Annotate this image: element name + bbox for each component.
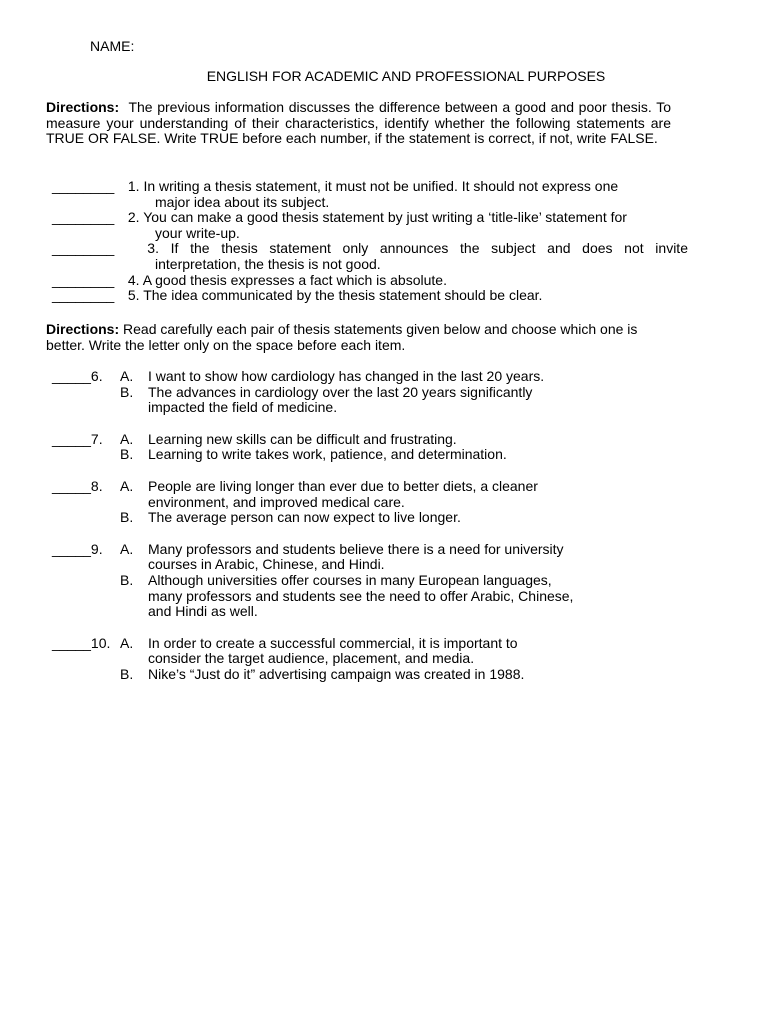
directions-part2: [46, 322, 678, 353]
directions-text: The previous information discusses the difference between a good and poor thesis. To measure your understanding of their characteristics, identify whether the following statements are TRUE OR FALSE. Write TRUE before each number, if the statement is correct, if not, write FALSE.: [46, 99, 671, 147]
item-number: 5.: [124, 287, 144, 304]
mc-item-7: [52, 432, 632, 463]
item-number: 3.: [124, 240, 171, 257]
item-number: 1.: [124, 178, 144, 194]
course-title: ENGLISH FOR ACADEMIC AND PROFESSIONAL PURPOSES: [206, 68, 606, 84]
option-text: Nike’s “Just do it” advertising campaign was created in 1988.: [148, 665, 525, 682]
option-text: Many professors and students believe there is a need for university courses in Arabic, Chinese, and Hindi.: [148, 540, 564, 573]
option-text: Learning new skills can be difficult and frustrating.: [148, 430, 457, 447]
mc-item-10: [52, 636, 632, 683]
answer-blank[interactable]: _____9.: [52, 540, 103, 557]
answer-blank[interactable]: ________: [52, 271, 115, 288]
answer-blank[interactable]: ________: [52, 209, 115, 226]
item-text-continued: interpretation, the thesis is not good.: [155, 255, 381, 272]
item-number: 2.: [124, 209, 144, 226]
option-letter: B.: [120, 665, 134, 682]
directions-part1: [46, 100, 671, 147]
mc-item-9: [52, 542, 632, 620]
item-text: You can make a good thesis statement by just writing a ‘title-like’ statement for: [143, 209, 627, 226]
mc-item-8: [52, 479, 632, 526]
mc-item-6: [52, 369, 632, 416]
thesis-comparison-list: [52, 369, 632, 699]
answer-blank[interactable]: _____6.: [52, 368, 103, 384]
answer-blank[interactable]: ________: [52, 240, 115, 257]
item-text: A good thesis expresses a fact which is absolute.: [142, 271, 447, 288]
tf-item-4: [52, 273, 688, 289]
option-letter: B.: [120, 446, 134, 463]
item-text: If the thesis statement only announces the subject and does not invite: [170, 240, 688, 257]
item-number: 4.: [124, 271, 143, 288]
option-letter: A.: [120, 634, 134, 651]
item-text-continued: major idea about its subject.: [155, 193, 330, 210]
option-text: The advances in cardiology over the last 20 years significantly impacted the field of medicine.: [148, 383, 533, 416]
true-false-list: [52, 179, 688, 304]
option-letter: B.: [120, 509, 134, 526]
tf-item-1: [52, 179, 688, 210]
name-label: NAME:: [90, 38, 135, 54]
answer-blank[interactable]: ________: [52, 178, 115, 194]
option-text: The average person can now expect to live longer.: [148, 509, 461, 526]
directions-label: Directions:: [46, 99, 120, 115]
option-text: People are living longer than ever due to better diets, a cleaner environment, and improved medical care.: [148, 477, 538, 510]
answer-blank[interactable]: _____10.: [52, 634, 111, 651]
option-text: In order to create a successful commercial, it is important to consider the target audience, placement, and media.: [148, 634, 518, 667]
item-text: The idea communicated by the thesis statement should be clear.: [143, 287, 543, 304]
option-letter: A.: [120, 368, 134, 384]
answer-blank[interactable]: ________: [52, 287, 115, 304]
option-text: Although universities offer courses in many European languages, many professors and students see the need to offer Arabic, Chinese, and Hindi as well.: [148, 571, 574, 620]
tf-item-5: [52, 288, 688, 304]
option-letter: B.: [120, 383, 134, 400]
tf-item-2: [52, 210, 688, 241]
tf-item-3: [52, 241, 688, 272]
option-letter: A.: [120, 540, 134, 557]
answer-blank[interactable]: _____7.: [52, 430, 103, 447]
directions-text: Read carefully each pair of thesis statements given below and choose which one is better. Write the letter only on the space before each item.: [46, 321, 638, 353]
option-letter: B.: [120, 571, 134, 588]
option-letter: A.: [120, 430, 134, 447]
option-text: Learning to write takes work, patience, and determination.: [148, 446, 507, 463]
item-text-continued: your write-up.: [155, 224, 240, 241]
option-letter: A.: [120, 477, 134, 494]
directions-label: Directions:: [46, 321, 120, 337]
item-text: In writing a thesis statement, it must not be unified. It should not express one: [143, 178, 619, 194]
answer-blank[interactable]: _____8.: [52, 477, 103, 494]
option-text: I want to show how cardiology has changed in the last 20 years.: [148, 368, 545, 384]
